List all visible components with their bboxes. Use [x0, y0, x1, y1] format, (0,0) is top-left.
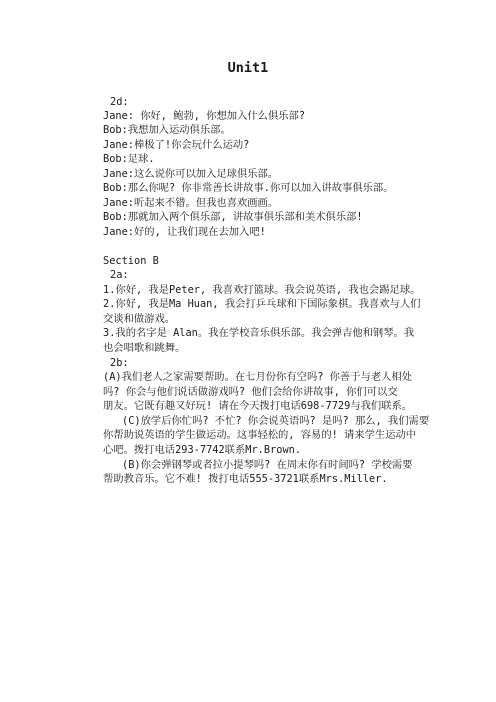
paragraph-line: (A)我们老人之家需要帮助。在七月份你有空吗? 你善于与老人相处: [103, 371, 413, 383]
paragraph-line: 3.我的名字是 Alan。我在学校音乐俱乐部。我会弹吉他和钢琴。我: [103, 327, 415, 339]
section-2b-label: 2b:: [110, 357, 129, 369]
paragraph-line: 你帮助说英语的学生做运动。这事轻松的, 容易的! 请来学生运动中: [103, 429, 417, 441]
dialogue-line: Jane:好的, 让我们现在去加入吧!: [103, 226, 266, 238]
dialogue-line: Bob:我想加入运动俱乐部。: [103, 124, 231, 136]
dialogue-line: Jane:这么说你可以加入足球俱乐部。: [103, 168, 279, 180]
paragraph-line: (C)放学后你忙吗? 不忙? 你会说英语吗? 是吗? 那么, 我们需要: [122, 415, 430, 427]
paragraph-line: 交谈和做游戏。: [103, 313, 176, 325]
paragraph-line: 心吧。拨打电话293-7742联系Mr.Brown.: [103, 444, 302, 456]
paragraph-line: 吗? 你会与他们说话做游戏吗? 他们会给你讲故事, 你们可以交: [103, 386, 398, 398]
dialogue-line: Jane: 你好, 鲍勃, 你想加入什么俱乐部?: [103, 110, 306, 122]
section-2d-label: 2d:: [110, 96, 129, 108]
dialogue-line: Bob:足球.: [103, 153, 155, 165]
dialogue-line: Bob:那么你呢? 你非常善长讲故事.你可以加入讲故事俱乐部。: [103, 182, 394, 194]
paragraph-line: 也会唱歌和跳舞。: [103, 342, 186, 354]
dialogue-line: Jane:听起来不错。但我也喜欢画画。: [103, 197, 279, 209]
section-2a-label: 2a:: [110, 269, 129, 281]
section-b-heading: Section B: [103, 255, 159, 267]
paragraph-line: 2.你好, 我是Ma Huan, 我会打乒乓球和下国际象棋。我喜欢与人们: [103, 298, 421, 310]
dialogue-line: Jane:棒极了!你会玩什么运动?: [103, 139, 250, 151]
page-title: Unit1: [227, 60, 269, 76]
dialogue-line: Bob:那就加入两个俱乐部, 讲故事俱乐部和美术俱乐部!: [103, 211, 363, 223]
paragraph-line: 帮助教音乐。它不难! 拨打电话555-3721联系Mrs.Miller.: [103, 473, 388, 485]
paragraph-line: 1.你好, 我是Peter, 我喜欢打篮球。我会说英语, 我也会踢足球。: [103, 284, 421, 296]
paragraph-line: 朋友。它既有趣又好玩! 请在今天拨打电话698-7729与我们联系。: [103, 400, 413, 412]
paragraph-line: (B)你会弹钢琴或者拉小提琴吗? 在周末你有时间吗? 学校需要: [122, 459, 413, 471]
